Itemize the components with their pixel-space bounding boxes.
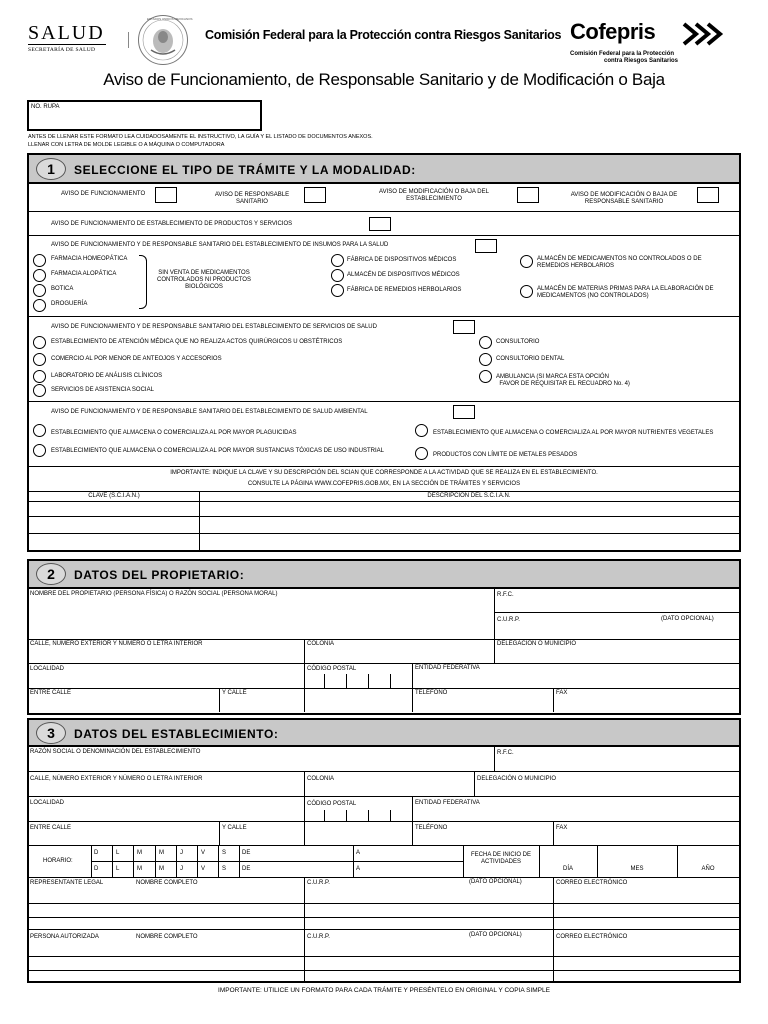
- day-l: L: [116, 850, 120, 856]
- almacen-med-line2: REMEDIOS HERBOLARIOS: [537, 263, 615, 269]
- opt-aviso-funcionamiento-checkbox[interactable]: [155, 187, 177, 203]
- asistencia-social-label: SERVICIOS DE ASISTENCIA SOCIAL: [51, 387, 154, 393]
- horario-row-2[interactable]: [91, 862, 463, 877]
- section-1-title: SELECCIONE EL TIPO DE TRÁMITE Y LA MODALIDAD:: [74, 163, 416, 177]
- scian-clave-header: CLAVE (S.C.I.A.N.): [88, 493, 140, 499]
- fecha-anio-label: AÑO: [701, 866, 715, 872]
- fabrica-dispositivos-radio[interactable]: [331, 254, 344, 267]
- establecimiento-cp-label: CÓDIGO POSTAL: [307, 801, 357, 807]
- fecha-mes-label: MES: [630, 866, 644, 872]
- sustancias-toxicas-label: ESTABLECIMIENTO QUE ALMACENA O COMERCIALIZA AL POR MAYOR SUSTANCIAS TÓXICAS DE USO INDUSTRIAL: [51, 448, 384, 454]
- establecimiento-ycalle-label: Y CALLE: [222, 825, 247, 831]
- almacen-medicamentos-label: [537, 256, 702, 270]
- fecha-inicio-label: [463, 852, 539, 866]
- propietario-rfc-label: R.F.C.: [497, 592, 514, 598]
- almacen-medicamentos-radio[interactable]: [520, 255, 533, 268]
- day-s: S: [222, 866, 227, 872]
- establecimiento-fax-label: FAX: [556, 825, 568, 831]
- national-seal: [138, 15, 193, 65]
- opt-responsable-label: [207, 192, 297, 206]
- horario-row-1[interactable]: [91, 846, 463, 861]
- commission-header: Comisión Federal para la Protección contra Riesgos Sanitarios: [205, 28, 562, 42]
- day-m: M: [159, 850, 164, 856]
- almacen-mat-line2: MEDICAMENTOS (NO CONTROLADOS): [537, 293, 649, 299]
- day-d: D: [94, 866, 99, 872]
- section-1-header: [29, 155, 739, 184]
- establecimiento-entre-label: ENTRE CALLE: [30, 825, 72, 831]
- ambulancia-label: [496, 374, 630, 388]
- insumos-label: AVISO DE FUNCIONAMIENTO Y DE RESPONSABLE SANITARIO DEL ESTABLECIMIENTO DE INSUMOS PARA LA SALUD: [51, 242, 389, 248]
- ambiental-checkbox[interactable]: [453, 405, 475, 419]
- pers-correo-label: CORREO ELECTRÓNICO: [556, 934, 628, 940]
- day-d: D: [94, 850, 99, 856]
- opt-modificacion-establecimiento-label: [369, 189, 499, 203]
- opt-mod-resp-line1: AVISO DE MODIFICACIÓN O BAJA DE: [570, 192, 678, 198]
- page-title: Aviso de Funcionamiento, de Responsable Sanitario y de Modificación o Baja: [103, 70, 665, 89]
- representante-label: REPRESENTANTE LEGAL: [30, 880, 104, 886]
- farmacia-alopatica-radio[interactable]: [33, 269, 46, 282]
- establecimiento-rfc-label: R.F.C.: [497, 750, 514, 756]
- propietario-curp-optional: (DATO OPCIONAL): [661, 616, 714, 622]
- day-v: V: [201, 866, 206, 872]
- section-3: [27, 718, 741, 983]
- propietario-cp-label: CÓDIGO POSTAL: [307, 666, 357, 672]
- arrows-icon: [682, 22, 736, 46]
- almacen-materias-label: [537, 286, 714, 300]
- establecimiento-entidad-label: ENTIDAD FEDERATIVA: [415, 800, 480, 806]
- day-v: V: [201, 850, 206, 856]
- ambiental-label: AVISO DE FUNCIONAMIENTO Y DE RESPONSABLE SANITARIO DEL ESTABLECIMIENTO DE SALUD AMBIENTAL: [51, 409, 368, 415]
- rep-curp-optional: (DATO OPCIONAL): [469, 879, 522, 885]
- day-m: M: [137, 850, 142, 856]
- propietario-localidad-label: LOCALIDAD: [30, 666, 65, 672]
- laboratorio-label: LABORATORIO DE ANÁLISIS CLÍNICOS: [51, 373, 163, 379]
- section-3-title: DATOS DEL ESTABLECIMIENTO:: [74, 727, 279, 741]
- section-2-title: DATOS DEL PROPIETARIO:: [74, 568, 245, 582]
- botica-label: BOTICA: [51, 286, 74, 292]
- sin-venta-line3: BIOLÓGICOS: [185, 284, 223, 290]
- opt-mod-est-line1: AVISO DE MODIFICACIÓN O BAJA DEL: [379, 189, 489, 195]
- servicios-label: AVISO DE FUNCIONAMIENTO Y DE RESPONSABLE SANITARIO DEL ESTABLECIMIENTO DE SERVICIOS DE SALUD: [51, 324, 377, 330]
- propietario-entidad-label: ENTIDAD FEDERATIVA: [415, 665, 480, 671]
- almacen-dispositivos-radio[interactable]: [331, 269, 344, 282]
- footer-note: IMPORTANTE: UTILICE UN FORMATO PARA CADA TRÁMITE Y PRESÉNTELO EN ORIGINAL Y COPIA SIMPLE: [218, 987, 550, 994]
- secretaria-label: SECRETARÍA DE SALUD: [28, 47, 96, 53]
- sin-venta-line2: CONTROLADOS NI PRODUCTOS: [157, 277, 251, 283]
- almacen-materias-radio[interactable]: [520, 285, 533, 298]
- propietario-fax-label: FAX: [556, 690, 568, 696]
- consultorio-label: CONSULTORIO: [496, 339, 540, 345]
- day-s: S: [222, 850, 227, 856]
- nutrientes-radio[interactable]: [415, 424, 428, 437]
- establecimiento-delegacion-label: DELEGACIÓN O MUNICIPIO: [477, 776, 557, 782]
- rep-correo-label: CORREO ELECTRÓNICO: [556, 880, 628, 886]
- section-3-number: 3: [36, 722, 66, 744]
- anteojos-radio[interactable]: [33, 353, 46, 366]
- productos-servicios-label: AVISO DE FUNCIONAMIENTO DE ESTABLECIMIENTO DE PRODUCTOS Y SERVICIOS: [51, 221, 293, 227]
- insumos-checkbox[interactable]: [475, 239, 497, 253]
- section-1-number: 1: [36, 158, 66, 180]
- consultorio-dental-label: CONSULTORIO DENTAL: [496, 356, 565, 362]
- propietario-ycalle-label: Y CALLE: [222, 690, 247, 696]
- drogueria-radio[interactable]: [33, 299, 46, 312]
- fecha-line2: ACTIVIDADES: [480, 859, 521, 865]
- farmacia-homeopatica-radio[interactable]: [33, 254, 46, 267]
- atencion-medica-label: ESTABLECIMIENTO DE ATENCIÓN MÉDICA QUE NO REALIZA ACTOS QUIRÚRGICOS U OBSTÉTRICOS: [51, 339, 343, 345]
- laboratorio-radio[interactable]: [33, 370, 46, 383]
- establecimiento-colonia-label: COLONIA: [307, 776, 335, 782]
- ambulancia-line2: FAVOR DE REQUISITAR EL RECUADRO No. 4): [499, 381, 630, 387]
- pers-curp-optional: (DATO OPCIONAL): [469, 932, 522, 938]
- propietario-curp-label: C.U.R.P.: [497, 617, 520, 623]
- propietario-entre-label: ENTRE CALLE: [30, 690, 72, 696]
- servicios-checkbox[interactable]: [453, 320, 475, 334]
- cofepris-sub2: contra Riesgos Sanitarios: [604, 58, 679, 64]
- section-2: [27, 559, 741, 715]
- section-3-header: [29, 720, 739, 747]
- scian-row[interactable]: [29, 502, 739, 517]
- anteojos-label: COMERCIO AL POR MENOR DE ANTEOJOS Y ACCESORIOS: [51, 356, 222, 362]
- opt-modificacion-responsable-checkbox[interactable]: [697, 187, 719, 203]
- consultorio-radio[interactable]: [479, 336, 492, 349]
- drogueria-label: DROGUERÍA: [51, 301, 88, 307]
- fecha-line1: FECHA DE INICIO DE: [470, 852, 531, 858]
- fabrica-remedios-radio[interactable]: [331, 284, 344, 297]
- propietario-calle-label: CALLE, NÚMERO EXTERIOR Y NÚMERO O LETRA INTERIOR: [30, 641, 203, 647]
- section-2-header: [29, 561, 739, 589]
- almacen-dispositivos-label: ALMACÉN DE DISPOSITIVOS MÉDICOS: [347, 272, 460, 278]
- metales-pesados-radio[interactable]: [415, 447, 428, 460]
- cofepris-sub1: Comisión Federal para la Protección: [570, 51, 675, 57]
- section-1: [27, 153, 741, 552]
- day-m: M: [137, 866, 142, 872]
- rep-nombre-label: NOMBRE COMPLETO: [136, 880, 198, 886]
- fecha-dia-label: DÍA: [562, 866, 573, 872]
- opt-aviso-funcionamiento-label: AVISO DE FUNCIONAMIENTO: [61, 191, 146, 197]
- propietario-delegacion-label: DELEGACIÓN O MUNICIPIO: [497, 641, 577, 647]
- ambulancia-radio[interactable]: [479, 370, 492, 383]
- day-j: J: [180, 866, 183, 872]
- horario-a: A: [356, 866, 361, 872]
- opt-responsable-line1: AVISO DE RESPONSABLE: [214, 192, 290, 198]
- propietario-telefono-label: TELÉFONO: [415, 690, 448, 696]
- plaguicidas-radio[interactable]: [33, 424, 46, 437]
- brace: [139, 255, 147, 309]
- sustancias-toxicas-radio[interactable]: [33, 444, 46, 457]
- almacen-med-line1: ALMACÉN DE MEDICAMENTOS NO CONTROLADOS O DE: [537, 256, 702, 262]
- botica-radio[interactable]: [33, 284, 46, 297]
- opt-mod-resp-line2: RESPONSABLE SANITARIO: [584, 199, 664, 205]
- rupa-label: NO. RUPA: [31, 104, 60, 110]
- horario-a: A: [356, 850, 361, 856]
- day-m: M: [159, 866, 164, 872]
- notice-1: ANTES DE LLENAR ESTE FORMATO LEA CUIDADOSAMENTE EL INSTRUCTIVO, LA GUÍA Y EL LISTADO DE DOCUMENTOS ANEXOS.: [28, 134, 373, 140]
- consultorio-dental-radio[interactable]: [479, 353, 492, 366]
- horario-de: DE: [242, 866, 251, 872]
- asistencia-social-radio[interactable]: [33, 384, 46, 397]
- sin-venta-label: [149, 270, 259, 291]
- salud-wordmark: SALUD: [28, 22, 105, 44]
- opt-responsable-line2: SANITARIO: [236, 199, 268, 205]
- pers-curp-label: C.U.R.P.: [307, 934, 330, 940]
- opt-modificacion-establecimiento-checkbox[interactable]: [517, 187, 539, 203]
- opt-modificacion-responsable-label: [554, 192, 694, 206]
- salud-logo: [28, 22, 108, 58]
- atencion-medica-radio[interactable]: [33, 336, 46, 349]
- opt-responsable-checkbox[interactable]: [304, 187, 326, 203]
- fabrica-dispositivos-label: FÁBRICA DE DISPOSITIVOS MÉDICOS: [347, 257, 457, 263]
- sin-venta-line1: SIN VENTA DE MEDICAMENTOS: [158, 270, 250, 276]
- propietario-nombre-label: NOMBRE DEL PROPIETARIO (PERSONA FÍSICA) O RAZÓN SOCIAL (PERSONA MORAL): [30, 591, 278, 597]
- scian-row[interactable]: [29, 518, 739, 534]
- scian-descripcion-header: DESCRIPCIÓN DEL S.C.I.A.N.: [427, 493, 511, 499]
- rep-curp-label: C.U.R.P.: [307, 880, 330, 886]
- nutrientes-label: ESTABLECIMIENTO QUE ALMACENA O COMERCIALIZA AL POR MAYOR NUTRIENTES VEGETALES: [433, 430, 714, 436]
- fabrica-remedios-label: FÁBRICA DE REMEDIOS HERBOLARIOS: [347, 287, 462, 293]
- opt-mod-est-line2: ESTABLECIMIENTO: [406, 196, 462, 202]
- establecimiento-razon-label: RAZÓN SOCIAL O DENOMINACIÓN DEL ESTABLECIMIENTO: [30, 749, 201, 755]
- day-l: L: [116, 866, 120, 872]
- metales-pesados-label: PRODUCTOS CON LÍMITE DE METALES PESADOS: [433, 452, 578, 458]
- almacen-mat-line1: ALMACÉN DE MATERIAS PRIMAS PARA LA ELABORACIÓN DE: [537, 286, 714, 292]
- ambulancia-line1: AMBULANCIA (SI MARCA ESTA OPCIÓN: [496, 374, 609, 380]
- cofepris-logo: [570, 20, 740, 68]
- pers-nombre-label: NOMBRE COMPLETO: [136, 934, 198, 940]
- farmacia-homeopatica-label: FARMACIA HOMEOPÁTICA: [51, 256, 128, 262]
- day-j: J: [180, 850, 183, 856]
- propietario-colonia-label: COLONIA: [307, 641, 335, 647]
- scian-row[interactable]: [29, 535, 739, 550]
- scian-important-2: CONSULTE LA PÁGINA WWW.COFEPRIS.GOB.MX, EN LA SECCIÓN DE TRÁMITES Y SERVICIOS: [247, 481, 521, 487]
- productos-servicios-checkbox[interactable]: [369, 217, 391, 231]
- cofepris-wordmark: Cofepris: [570, 19, 656, 44]
- horario-de: DE: [242, 850, 251, 856]
- plaguicidas-label: ESTABLECIMIENTO QUE ALMACENA O COMERCIALIZA AL POR MAYOR PLAGUICIDAS: [51, 430, 297, 436]
- farmacia-alopatica-label: FARMACIA ALOPÁTICA: [51, 271, 117, 277]
- establecimiento-localidad-label: LOCALIDAD: [30, 800, 65, 806]
- establecimiento-telefono-label: TELÉFONO: [415, 825, 448, 831]
- seal-text: ESTADOS UNIDOS MEXICANOS: [147, 17, 193, 21]
- horario-label: HORARIO:: [43, 858, 73, 864]
- establecimiento-calle-label: CALLE, NÚMERO EXTERIOR Y NÚMERO O LETRA INTERIOR: [30, 776, 203, 782]
- section-2-number: 2: [36, 563, 66, 585]
- scian-important-1: IMPORTANTE: INDIQUE LA CLAVE Y SU DESCRIPCIÓN DEL SCIAN QUE CORRESPONDE A LA ACTIVIDAD QUE SE REALIZA EN EL ESTABLECIMIENTO.: [170, 470, 598, 476]
- persona-autorizada-label: PERSONA AUTORIZADA: [30, 934, 99, 940]
- rupa-field[interactable]: [27, 100, 262, 131]
- notice-2: LLENAR CON LETRA DE MOLDE LEGIBLE O A MÁQUINA O COMPUTADORA: [28, 142, 225, 148]
